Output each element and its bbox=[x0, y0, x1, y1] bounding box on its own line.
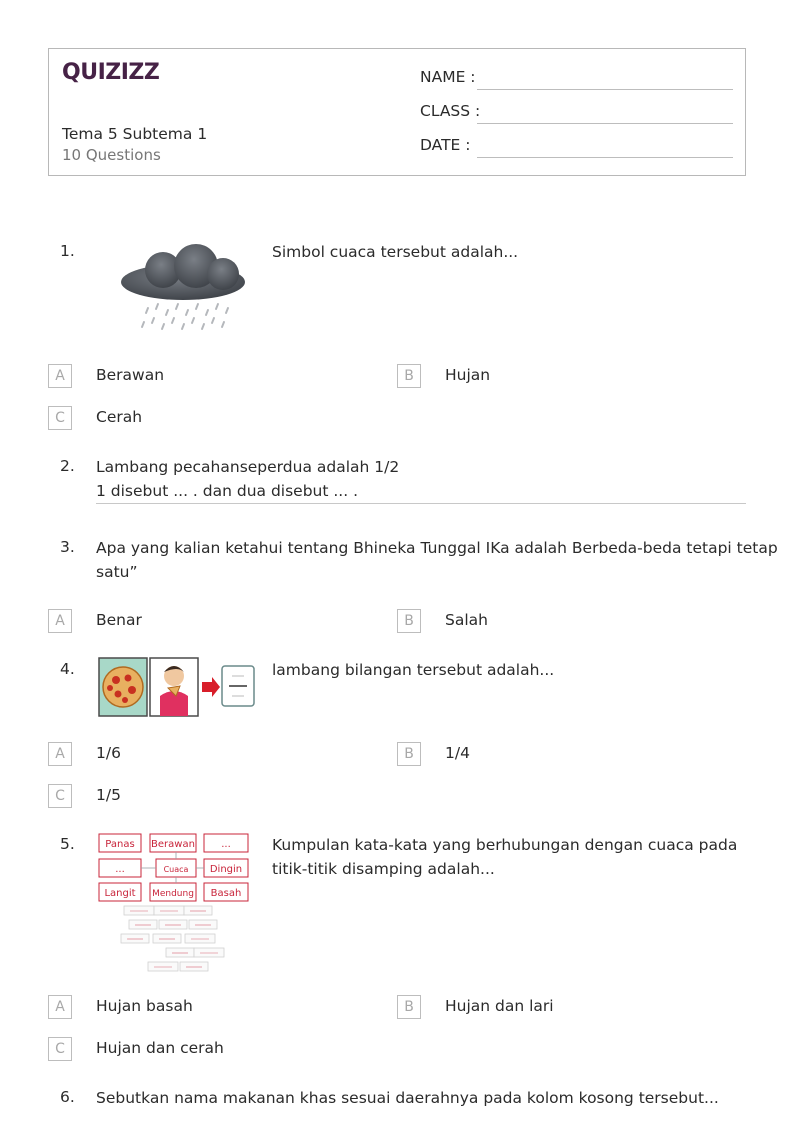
word-berawan: Berawan bbox=[151, 839, 195, 850]
name-field[interactable] bbox=[477, 89, 733, 90]
option-a-box[interactable]: A bbox=[48, 609, 72, 633]
option-b-text: Salah bbox=[445, 611, 488, 629]
word-cuaca: Cuaca bbox=[163, 865, 189, 874]
question-6-text: Sebutkan nama makanan khas sesuai daerahnya pada kolom kosong tersebut... bbox=[96, 1089, 719, 1107]
weather-word-map-image bbox=[96, 830, 258, 975]
word-panas: Panas bbox=[105, 839, 135, 850]
option-c-box[interactable]: C bbox=[48, 784, 72, 808]
question-3-text-line1: Apa yang kalian ketahui tentang Bhineka Tunggal IKa adalah Berbeda-beda tetapi tetap bbox=[96, 539, 778, 557]
word-dingin: Dingin bbox=[209, 864, 243, 875]
question-count: 10 Questions bbox=[62, 146, 161, 164]
question-1-number: 1. bbox=[60, 242, 75, 260]
question-4-number: 4. bbox=[60, 660, 75, 678]
option-b-box[interactable]: B bbox=[397, 609, 421, 633]
question-2-text-line2: 1 disebut ... . dan dua disebut ... . bbox=[96, 482, 359, 500]
option-c-text: 1/5 bbox=[96, 786, 121, 804]
rain-cloud-image bbox=[108, 244, 258, 336]
option-a-box[interactable]: A bbox=[48, 995, 72, 1019]
word-basah: Basah bbox=[210, 888, 242, 899]
option-b-box[interactable]: B bbox=[397, 995, 421, 1019]
option-c-text: Cerah bbox=[96, 408, 143, 426]
question-2-text-line1: Lambang pecahanseperdua adalah 1/2 bbox=[96, 458, 400, 476]
question-4-text: lambang bilangan tersebut adalah... bbox=[272, 661, 555, 679]
option-b-text: Hujan dan lari bbox=[445, 997, 554, 1015]
word-mendung: Mendung bbox=[152, 889, 194, 899]
option-a-box[interactable]: A bbox=[48, 364, 72, 388]
option-c-box[interactable]: C bbox=[48, 406, 72, 430]
answer-line[interactable] bbox=[96, 503, 746, 504]
date-field[interactable] bbox=[477, 157, 733, 158]
question-6-number: 6. bbox=[60, 1088, 75, 1106]
option-b-box[interactable]: B bbox=[397, 364, 421, 388]
option-b-text: Hujan bbox=[445, 366, 491, 384]
option-a-text: 1/6 bbox=[96, 744, 121, 762]
option-a-text: Hujan basah bbox=[96, 997, 193, 1015]
class-field[interactable] bbox=[477, 123, 733, 124]
option-b-box[interactable]: B bbox=[397, 742, 421, 766]
question-5-number: 5. bbox=[60, 835, 75, 853]
question-1-text: Simbol cuaca tersebut adalah... bbox=[272, 243, 519, 261]
question-5-text-line1: Kumpulan kata-kata yang berhubungan dengan cuaca pada bbox=[272, 836, 738, 854]
option-a-text: Benar bbox=[96, 611, 142, 629]
worksheet-header bbox=[48, 48, 746, 176]
question-3-number: 3. bbox=[60, 538, 75, 556]
option-c-box[interactable]: C bbox=[48, 1037, 72, 1061]
question-5-text-line2: titik-titik disamping adalah... bbox=[272, 860, 495, 878]
quizizz-logo: QUIZIZZ bbox=[62, 60, 160, 85]
word-blank-1: ... bbox=[221, 839, 231, 850]
pizza-fraction-image bbox=[98, 656, 258, 718]
option-c-text: Hujan dan cerah bbox=[96, 1039, 224, 1057]
worksheet-title: Tema 5 Subtema 1 bbox=[62, 125, 208, 143]
date-label: DATE : bbox=[420, 136, 471, 154]
name-label: NAME : bbox=[420, 68, 476, 86]
word-blank-2: ... bbox=[115, 864, 125, 875]
question-3-text-line2: satu” bbox=[96, 563, 138, 581]
option-a-text: Berawan bbox=[96, 366, 165, 384]
class-label: CLASS : bbox=[420, 102, 481, 120]
option-a-box[interactable]: A bbox=[48, 742, 72, 766]
question-2-number: 2. bbox=[60, 457, 75, 475]
word-langit: Langit bbox=[104, 888, 136, 899]
option-b-text: 1/4 bbox=[445, 744, 470, 762]
